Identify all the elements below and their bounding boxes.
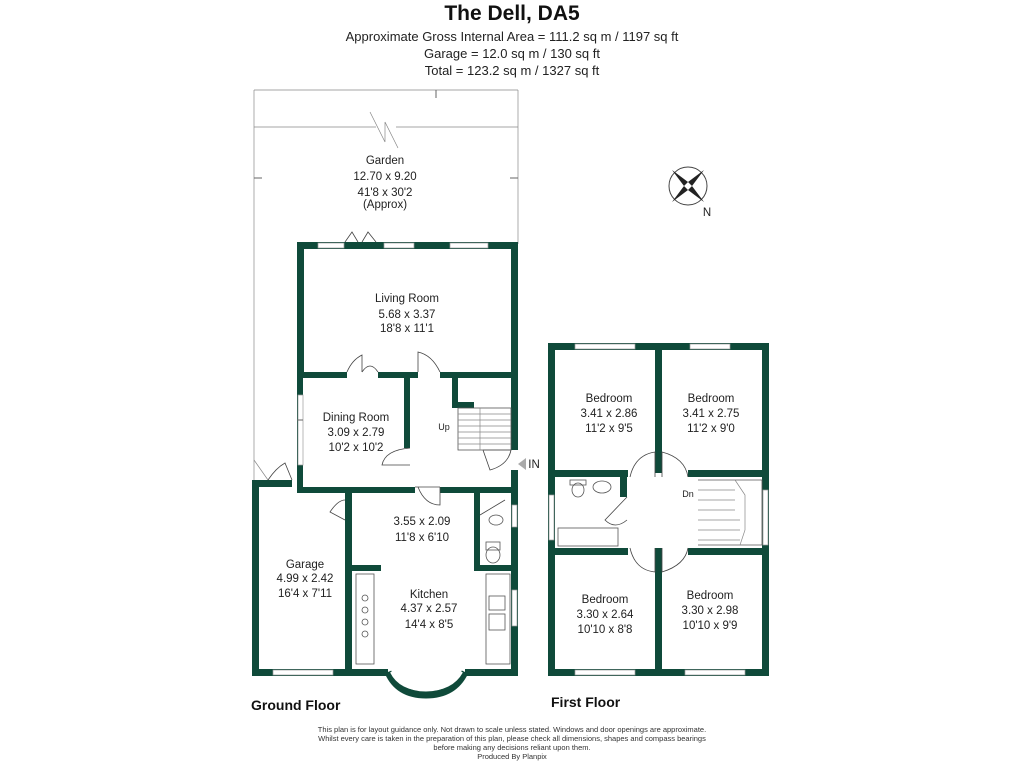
ground-floor-walls bbox=[252, 242, 518, 676]
gross-area-text: Approximate Gross Internal Area = 111.2 sq m / 1197 sq ft bbox=[345, 29, 679, 44]
compass-icon bbox=[669, 167, 707, 205]
total-area-text: Total = 123.2 sq m / 1327 sq ft bbox=[424, 63, 600, 78]
kitchen-metric: 4.37 x 2.57 bbox=[400, 603, 458, 615]
first-floor-label: First Floor bbox=[551, 694, 621, 710]
garden-note: (Approx) bbox=[362, 199, 408, 211]
living-room-name: Living Room bbox=[375, 293, 439, 305]
bedroom-2-name: Bedroom bbox=[687, 393, 735, 405]
bedroom-2-metric: 3.41 x 2.75 bbox=[682, 408, 740, 420]
dining-room-name: Dining Room bbox=[322, 412, 390, 424]
entrance-label: IN bbox=[528, 459, 540, 471]
garage-area-text: Garage = 12.0 sq m / 130 sq ft bbox=[424, 46, 600, 61]
dining-room-metric: 3.09 x 2.79 bbox=[327, 427, 385, 439]
ground-floor-stairs bbox=[458, 408, 511, 450]
bedroom-4-metric: 3.30 x 2.98 bbox=[681, 605, 739, 617]
bedroom-1-name: Bedroom bbox=[585, 393, 633, 405]
living-room-imperial: 18'8 x 11'1 bbox=[379, 323, 435, 335]
plan-title: The Dell, DA5 bbox=[444, 2, 580, 25]
entrance-arrow-icon bbox=[518, 458, 526, 470]
bedroom-1-imperial: 11'2 x 9'5 bbox=[585, 423, 633, 435]
kitchen-imperial: 14'4 x 8'5 bbox=[404, 619, 454, 631]
garage-imperial: 16'4 x 7'11 bbox=[277, 588, 333, 600]
disclaimer-body: This plan is for layout guidance only. Not drawn to scale unless stated. Windows and door openings are approximate. Whilst every care is taken in the preparation of this plan, please check all dimensions, shapes and compass bearings before making any decisions reliant upon them. bbox=[317, 725, 707, 752]
first-stairs-label: Dn bbox=[682, 489, 694, 499]
bedroom-2-imperial: 11'2 x 9'0 bbox=[687, 423, 735, 435]
bedroom-3-name: Bedroom bbox=[581, 594, 629, 606]
bedroom-3-imperial: 10'10 x 8'8 bbox=[577, 624, 633, 636]
utility-metric: 3.55 x 2.09 bbox=[393, 516, 451, 528]
disclaimer-text bbox=[312, 725, 712, 761]
ground-floor-windows bbox=[273, 243, 517, 675]
bedroom-4-name: Bedroom bbox=[686, 590, 734, 602]
credit-text: Produced By Planpix bbox=[477, 752, 547, 761]
kitchen-bay-window bbox=[388, 672, 465, 695]
bedroom-4-imperial: 10'10 x 9'9 bbox=[682, 620, 738, 632]
garage-metric: 4.99 x 2.42 bbox=[276, 573, 334, 585]
kitchen-name: Kitchen bbox=[409, 589, 449, 601]
first-floor-stairs bbox=[698, 480, 762, 545]
garage-name: Garage bbox=[285, 559, 325, 571]
dining-room-imperial: 10'2 x 10'2 bbox=[328, 442, 384, 454]
ground-stairs-label: Up bbox=[438, 422, 450, 432]
living-room-metric: 5.68 x 3.37 bbox=[378, 309, 436, 321]
bathroom-fixtures bbox=[558, 480, 618, 546]
ground-floor-label: Ground Floor bbox=[251, 697, 341, 713]
garden-name: Garden bbox=[365, 155, 405, 167]
utility-imperial: 11'8 x 6'10 bbox=[394, 532, 450, 544]
garden-metric: 12.70 x 9.20 bbox=[353, 171, 417, 183]
bedroom-3-metric: 3.30 x 2.64 bbox=[576, 609, 634, 621]
garden-imperial: 41'8 x 30'2 bbox=[357, 187, 413, 199]
bedroom-1-metric: 3.41 x 2.86 bbox=[580, 408, 638, 420]
compass-north-label: N bbox=[702, 207, 712, 219]
